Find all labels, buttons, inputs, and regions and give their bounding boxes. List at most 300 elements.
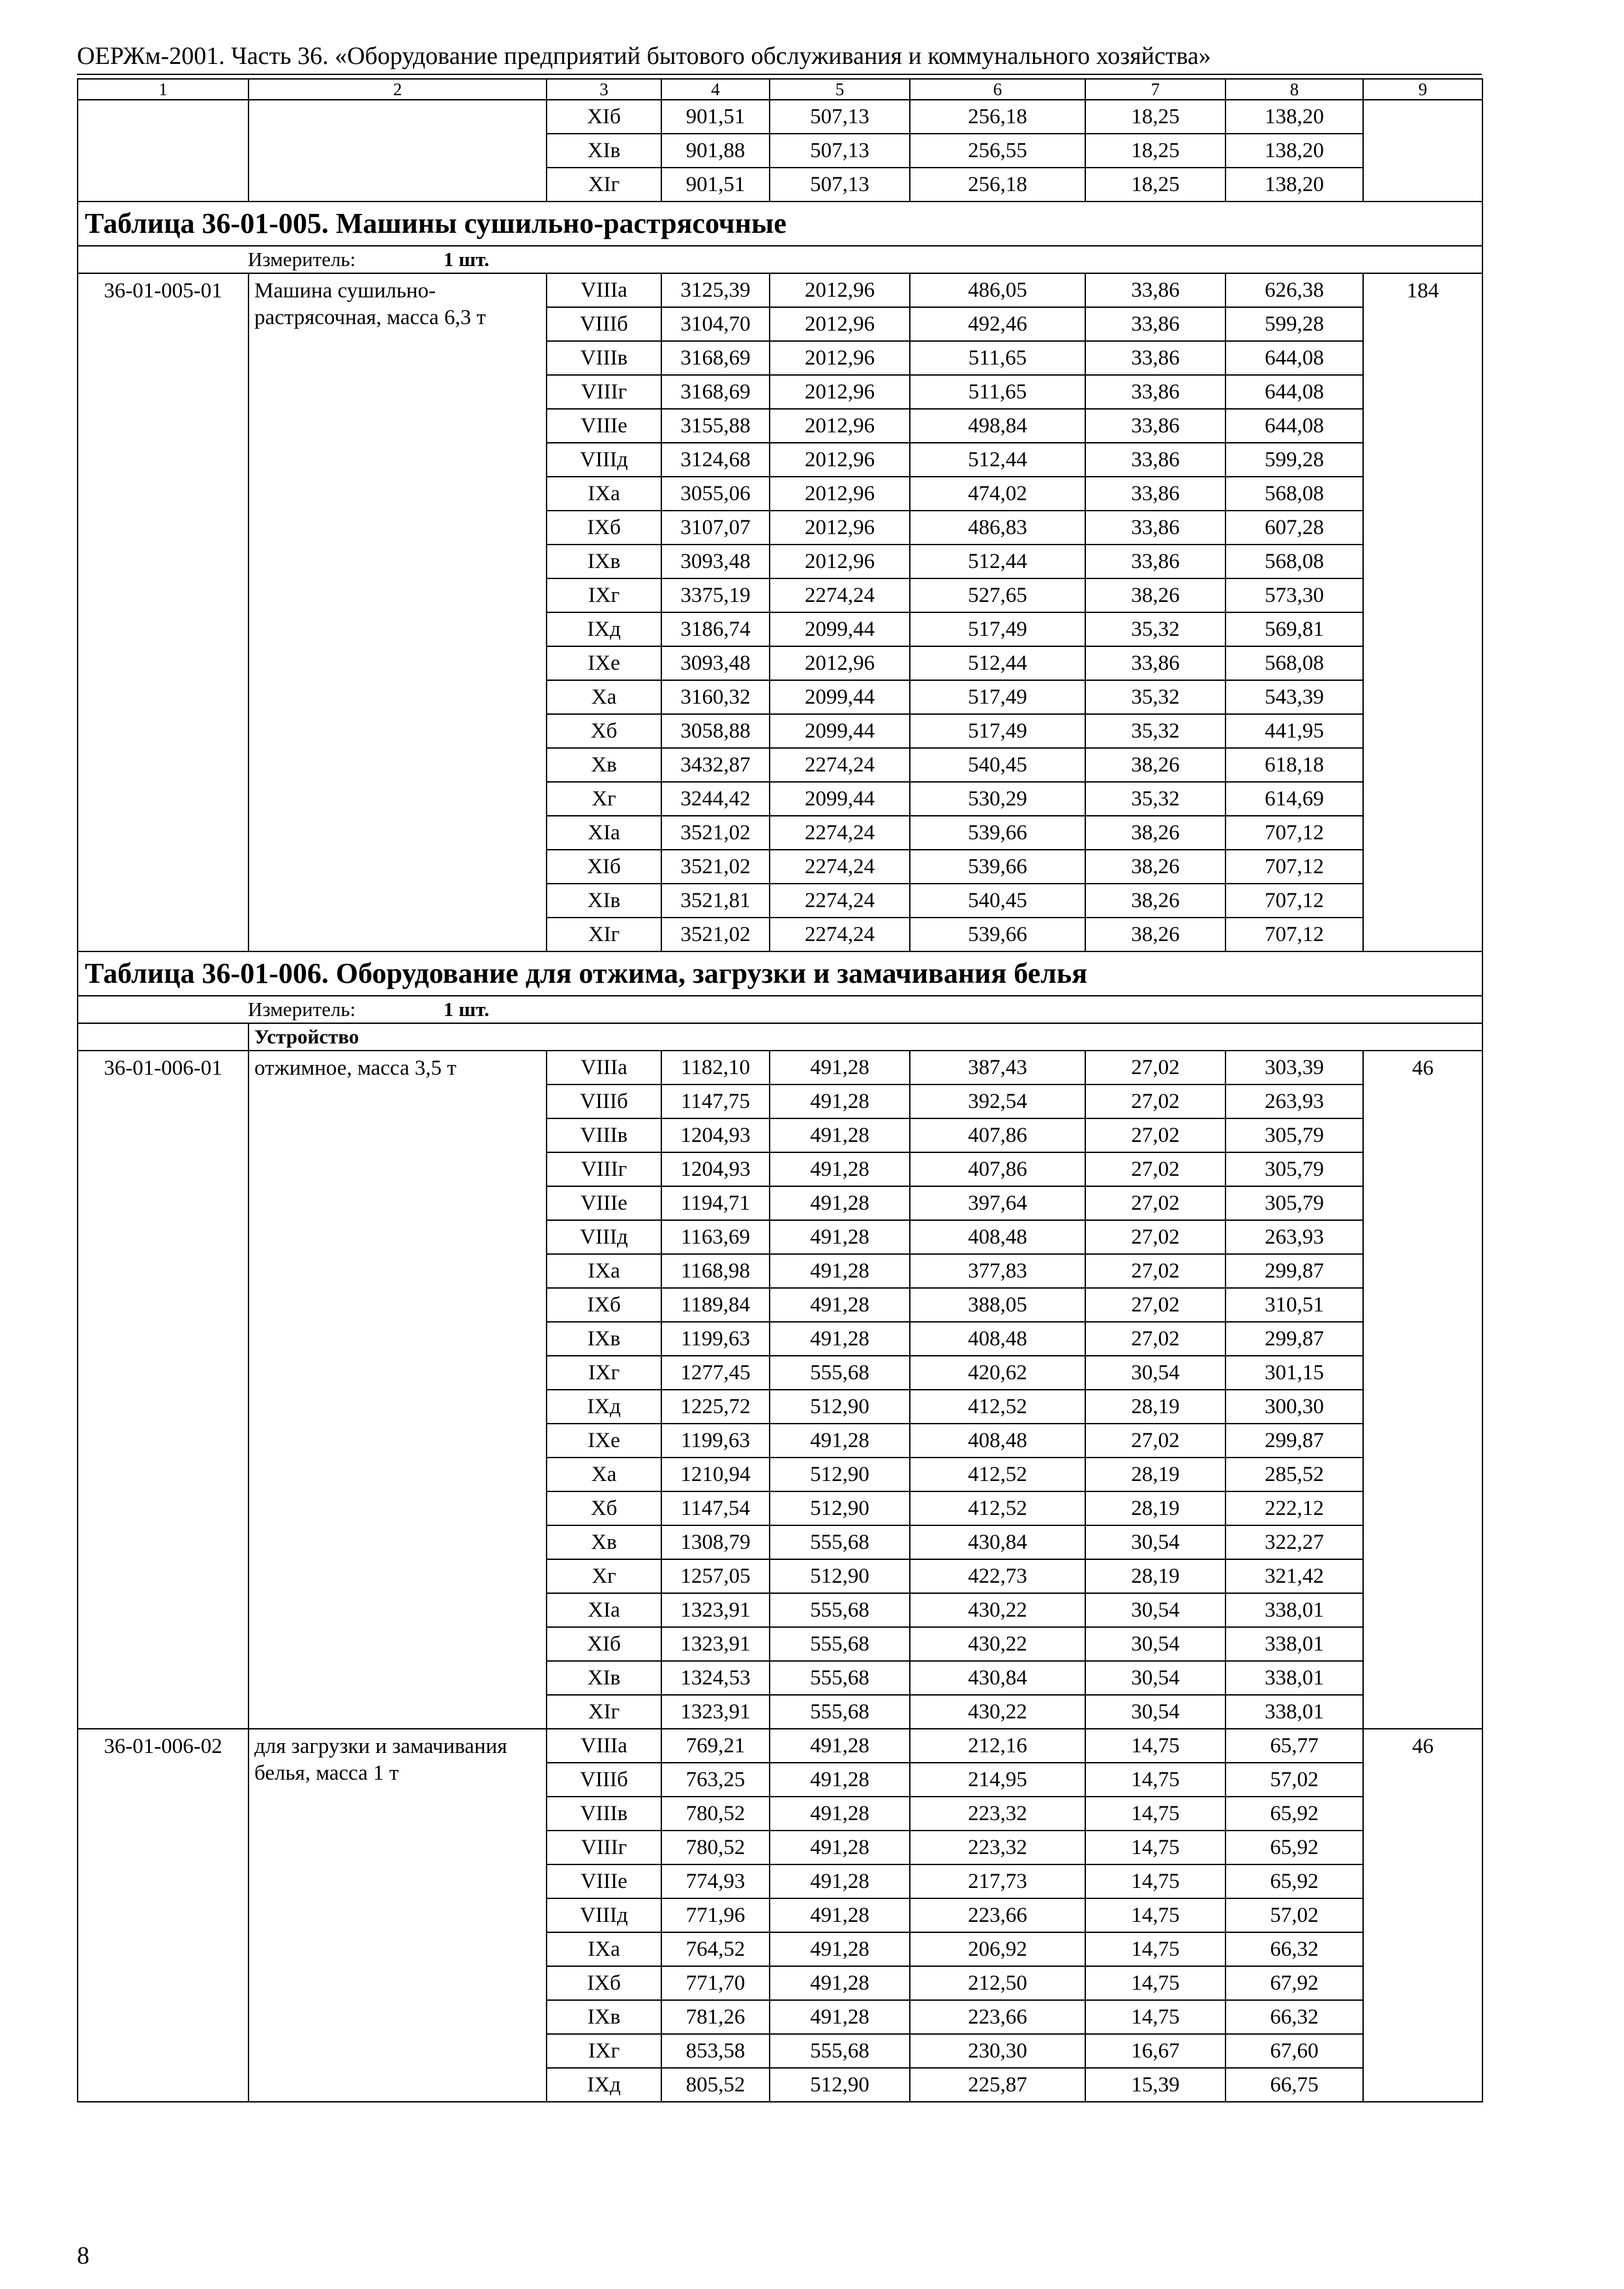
machinist-wages-cell: 28,19 bbox=[1085, 1458, 1226, 1491]
machinist-wages-cell: 35,32 bbox=[1085, 612, 1226, 646]
machine-cost-cell: 530,29 bbox=[910, 782, 1085, 816]
materials-cost-cell: 599,28 bbox=[1226, 443, 1363, 477]
table-title: Таблица 36-01-005. Машины сушильно-растрясочные bbox=[78, 202, 1482, 246]
machinist-wages-cell: 14,75 bbox=[1085, 1932, 1226, 1966]
machine-cost-cell: 408,48 bbox=[910, 1322, 1085, 1356]
materials-cost-cell: 299,87 bbox=[1226, 1322, 1363, 1356]
total-cost-cell: 3168,69 bbox=[661, 375, 770, 409]
wages-cell: 2274,24 bbox=[770, 816, 910, 850]
machinist-wages-cell: 14,75 bbox=[1085, 2000, 1226, 2034]
materials-cost-cell: 614,69 bbox=[1226, 782, 1363, 816]
total-cost-cell: 1182,10 bbox=[661, 1051, 770, 1085]
machine-cost-cell: 430,84 bbox=[910, 1525, 1085, 1559]
materials-cost-cell: 65,77 bbox=[1226, 1729, 1363, 1763]
column-number: 2 bbox=[248, 79, 547, 100]
total-cost-cell: 1147,75 bbox=[661, 1085, 770, 1118]
mass-cell: 184 bbox=[1363, 273, 1482, 951]
machine-cost-cell: 256,18 bbox=[910, 168, 1085, 202]
machinist-wages-cell: 35,32 bbox=[1085, 680, 1226, 714]
zone-cell: IXб bbox=[547, 1966, 661, 2000]
machine-cost-cell: 223,32 bbox=[910, 1831, 1085, 1864]
wages-cell: 2012,96 bbox=[770, 409, 910, 443]
machine-cost-cell: 498,84 bbox=[910, 409, 1085, 443]
subheading-cell bbox=[248, 1023, 1482, 1051]
machine-cost-cell: 430,22 bbox=[910, 1593, 1085, 1627]
machinist-wages-cell: 27,02 bbox=[1085, 1424, 1226, 1458]
total-cost-cell: 1277,45 bbox=[661, 1356, 770, 1390]
wages-cell: 555,68 bbox=[770, 1661, 910, 1695]
machinist-wages-cell: 14,75 bbox=[1085, 1864, 1226, 1898]
name-cell: отжимное, масса 3,5 т bbox=[248, 1051, 547, 1729]
zone-cell: VIIIд bbox=[547, 443, 661, 477]
wages-cell: 512,90 bbox=[770, 1559, 910, 1593]
total-cost-cell: 3521,02 bbox=[661, 816, 770, 850]
machinist-wages-cell: 33,86 bbox=[1085, 477, 1226, 511]
zone-cell: Xг bbox=[547, 782, 661, 816]
total-cost-cell: 771,70 bbox=[661, 1966, 770, 2000]
unit-label: Измеритель: bbox=[248, 998, 356, 1021]
wages-cell: 491,28 bbox=[770, 1186, 910, 1220]
machinist-wages-cell: 18,25 bbox=[1085, 168, 1226, 202]
zone-cell: VIIIг bbox=[547, 375, 661, 409]
materials-cost-cell: 138,20 bbox=[1226, 134, 1363, 168]
machine-cost-cell: 256,18 bbox=[910, 100, 1085, 134]
column-number: 7 bbox=[1085, 79, 1226, 100]
machine-cost-cell: 422,73 bbox=[910, 1559, 1085, 1593]
zone-cell: IXа bbox=[547, 1254, 661, 1288]
code-cell: 36-01-006-01 bbox=[78, 1051, 248, 1729]
materials-cost-cell: 303,39 bbox=[1226, 1051, 1363, 1085]
total-cost-cell: 3124,68 bbox=[661, 443, 770, 477]
zone-cell: IXб bbox=[547, 511, 661, 545]
total-cost-cell: 3107,07 bbox=[661, 511, 770, 545]
machine-cost-cell: 512,44 bbox=[910, 646, 1085, 680]
total-cost-cell: 771,96 bbox=[661, 1898, 770, 1932]
materials-cost-cell: 321,42 bbox=[1226, 1559, 1363, 1593]
materials-cost-cell: 138,20 bbox=[1226, 100, 1363, 134]
machinist-wages-cell: 14,75 bbox=[1085, 1729, 1226, 1763]
machinist-wages-cell: 28,19 bbox=[1085, 1491, 1226, 1525]
materials-cost-cell: 66,75 bbox=[1226, 2068, 1363, 2102]
zone-cell: XIв bbox=[547, 884, 661, 918]
machinist-wages-cell: 38,26 bbox=[1085, 884, 1226, 918]
machinist-wages-cell: 27,02 bbox=[1085, 1051, 1226, 1085]
machine-cost-cell: 517,49 bbox=[910, 714, 1085, 748]
document-header: ОЕРЖм-2001. Часть 36. «Оборудование предприятий бытового обслуживания и коммунального хозяйства» bbox=[77, 42, 1211, 70]
wages-cell: 555,68 bbox=[770, 1627, 910, 1661]
wages-cell: 491,28 bbox=[770, 1932, 910, 1966]
machinist-wages-cell: 38,26 bbox=[1085, 748, 1226, 782]
wages-cell: 2099,44 bbox=[770, 612, 910, 646]
machine-cost-cell: 517,49 bbox=[910, 680, 1085, 714]
total-cost-cell: 1147,54 bbox=[661, 1491, 770, 1525]
zone-cell: VIIIг bbox=[547, 1152, 661, 1186]
column-number: 4 bbox=[661, 79, 770, 100]
mass-cell: 46 bbox=[1363, 1729, 1482, 2102]
zone-cell: VIIIе bbox=[547, 409, 661, 443]
machinist-wages-cell: 14,75 bbox=[1085, 1966, 1226, 2000]
total-cost-cell: 853,58 bbox=[661, 2034, 770, 2068]
materials-cost-cell: 138,20 bbox=[1226, 168, 1363, 202]
total-cost-cell: 1323,91 bbox=[661, 1627, 770, 1661]
materials-cost-cell: 65,92 bbox=[1226, 1797, 1363, 1831]
machinist-wages-cell: 14,75 bbox=[1085, 1797, 1226, 1831]
wages-cell: 491,28 bbox=[770, 1118, 910, 1152]
materials-cost-cell: 568,08 bbox=[1226, 477, 1363, 511]
table-title: Таблица 36-01-006. Оборудование для отжима, загрузки и замачивания белья bbox=[78, 951, 1482, 996]
zone-cell: VIIIб bbox=[547, 1763, 661, 1797]
machinist-wages-cell: 33,86 bbox=[1085, 646, 1226, 680]
zone-cell: VIIIа bbox=[547, 1051, 661, 1085]
wages-cell: 555,68 bbox=[770, 1593, 910, 1627]
total-cost-cell: 901,88 bbox=[661, 134, 770, 168]
zone-cell: XIг bbox=[547, 918, 661, 951]
machine-cost-cell: 512,44 bbox=[910, 545, 1085, 578]
wages-cell: 555,68 bbox=[770, 2034, 910, 2068]
materials-cost-cell: 57,02 bbox=[1226, 1898, 1363, 1932]
wages-cell: 491,28 bbox=[770, 1254, 910, 1288]
table-title-row bbox=[78, 202, 1482, 246]
machinist-wages-cell: 38,26 bbox=[1085, 816, 1226, 850]
zone-cell: IXг bbox=[547, 2034, 661, 2068]
materials-cost-cell: 338,01 bbox=[1226, 1695, 1363, 1729]
materials-cost-cell: 644,08 bbox=[1226, 409, 1363, 443]
materials-cost-cell: 618,18 bbox=[1226, 748, 1363, 782]
machine-cost-cell: 230,30 bbox=[910, 2034, 1085, 2068]
zone-cell: IXв bbox=[547, 1322, 661, 1356]
total-cost-cell: 3055,06 bbox=[661, 477, 770, 511]
machine-cost-cell: 408,48 bbox=[910, 1220, 1085, 1254]
machinist-wages-cell: 30,54 bbox=[1085, 1593, 1226, 1627]
name-cell: Машина сушильно-растрясочная, масса 6,3 т bbox=[248, 273, 547, 951]
materials-cost-cell: 644,08 bbox=[1226, 341, 1363, 375]
materials-cost-cell: 543,39 bbox=[1226, 680, 1363, 714]
wages-cell: 2099,44 bbox=[770, 782, 910, 816]
total-cost-cell: 1194,71 bbox=[661, 1186, 770, 1220]
materials-cost-cell: 222,12 bbox=[1226, 1491, 1363, 1525]
machine-cost-cell: 388,05 bbox=[910, 1288, 1085, 1322]
zone-cell: VIIIе bbox=[547, 1186, 661, 1220]
wages-cell: 491,28 bbox=[770, 1322, 910, 1356]
wages-cell: 512,90 bbox=[770, 2068, 910, 2102]
materials-cost-cell: 607,28 bbox=[1226, 511, 1363, 545]
total-cost-cell: 1324,53 bbox=[661, 1661, 770, 1695]
zone-cell: IXд bbox=[547, 1390, 661, 1424]
machinist-wages-cell: 28,19 bbox=[1085, 1559, 1226, 1593]
materials-cost-cell: 569,81 bbox=[1226, 612, 1363, 646]
price-table bbox=[77, 78, 1483, 2102]
machinist-wages-cell: 33,86 bbox=[1085, 409, 1226, 443]
machine-cost-cell: 539,66 bbox=[910, 918, 1085, 951]
unit-cell bbox=[78, 246, 1482, 273]
machinist-wages-cell: 38,26 bbox=[1085, 850, 1226, 884]
total-cost-cell: 3521,02 bbox=[661, 918, 770, 951]
wages-cell: 2274,24 bbox=[770, 918, 910, 951]
machine-cost-cell: 412,52 bbox=[910, 1390, 1085, 1424]
materials-cost-cell: 338,01 bbox=[1226, 1661, 1363, 1695]
machine-cost-cell: 392,54 bbox=[910, 1085, 1085, 1118]
machinist-wages-cell: 30,54 bbox=[1085, 1627, 1226, 1661]
zone-cell: XIг bbox=[547, 168, 661, 202]
materials-cost-cell: 305,79 bbox=[1226, 1118, 1363, 1152]
zone-cell: IXд bbox=[547, 2068, 661, 2102]
wages-cell: 491,28 bbox=[770, 1864, 910, 1898]
machinist-wages-cell: 35,32 bbox=[1085, 714, 1226, 748]
total-cost-cell: 3125,39 bbox=[661, 273, 770, 307]
zone-cell: VIIIе bbox=[547, 1864, 661, 1898]
zone-cell: Xа bbox=[547, 1458, 661, 1491]
wages-cell: 2012,96 bbox=[770, 511, 910, 545]
zone-cell: Xг bbox=[547, 1559, 661, 1593]
total-cost-cell: 3432,87 bbox=[661, 748, 770, 782]
machine-cost-cell: 225,87 bbox=[910, 2068, 1085, 2102]
wages-cell: 512,90 bbox=[770, 1458, 910, 1491]
zone-cell: XIа bbox=[547, 1593, 661, 1627]
machine-cost-cell: 511,65 bbox=[910, 341, 1085, 375]
zone-cell: IXв bbox=[547, 545, 661, 578]
machine-cost-cell: 430,22 bbox=[910, 1695, 1085, 1729]
zone-cell: IXг bbox=[547, 1356, 661, 1390]
wages-cell: 491,28 bbox=[770, 1288, 910, 1322]
machinist-wages-cell: 35,32 bbox=[1085, 782, 1226, 816]
wages-cell: 2012,96 bbox=[770, 646, 910, 680]
machinist-wages-cell: 27,02 bbox=[1085, 1288, 1226, 1322]
column-number: 8 bbox=[1226, 79, 1363, 100]
machinist-wages-cell: 33,86 bbox=[1085, 341, 1226, 375]
unit-value: 1 шт. bbox=[444, 248, 490, 271]
materials-cost-cell: 299,87 bbox=[1226, 1424, 1363, 1458]
zone-cell: XIв bbox=[547, 134, 661, 168]
materials-cost-cell: 322,27 bbox=[1226, 1525, 1363, 1559]
materials-cost-cell: 707,12 bbox=[1226, 884, 1363, 918]
zone-cell: VIIIд bbox=[547, 1220, 661, 1254]
machine-cost-cell: 217,73 bbox=[910, 1864, 1085, 1898]
machinist-wages-cell: 18,25 bbox=[1085, 100, 1226, 134]
materials-cost-cell: 568,08 bbox=[1226, 646, 1363, 680]
machine-cost-cell: 412,52 bbox=[910, 1491, 1085, 1525]
wages-cell: 2099,44 bbox=[770, 714, 910, 748]
zone-cell: XIа bbox=[547, 816, 661, 850]
machine-cost-cell: 540,45 bbox=[910, 748, 1085, 782]
wages-cell: 2012,96 bbox=[770, 341, 910, 375]
machine-cost-cell: 486,83 bbox=[910, 511, 1085, 545]
wages-cell: 491,28 bbox=[770, 1797, 910, 1831]
wages-cell: 491,28 bbox=[770, 1085, 910, 1118]
machine-cost-cell: 377,83 bbox=[910, 1254, 1085, 1288]
total-cost-cell: 3521,02 bbox=[661, 850, 770, 884]
column-number: 3 bbox=[547, 79, 661, 100]
wages-cell: 491,28 bbox=[770, 1051, 910, 1085]
zone-cell: Xб bbox=[547, 1491, 661, 1525]
zone-cell: IXд bbox=[547, 612, 661, 646]
machinist-wages-cell: 16,67 bbox=[1085, 2034, 1226, 2068]
machine-cost-cell: 430,84 bbox=[910, 1661, 1085, 1695]
machinist-wages-cell: 30,54 bbox=[1085, 1525, 1226, 1559]
zone-cell: VIIIб bbox=[547, 1085, 661, 1118]
materials-cost-cell: 57,02 bbox=[1226, 1763, 1363, 1797]
total-cost-cell: 3104,70 bbox=[661, 307, 770, 341]
zone-cell: IXе bbox=[547, 1424, 661, 1458]
wages-cell: 2012,96 bbox=[770, 273, 910, 307]
total-cost-cell: 781,26 bbox=[661, 2000, 770, 2034]
machinist-wages-cell: 33,86 bbox=[1085, 307, 1226, 341]
total-cost-cell: 1168,98 bbox=[661, 1254, 770, 1288]
zone-cell: XIг bbox=[547, 1695, 661, 1729]
machinist-wages-cell: 27,02 bbox=[1085, 1152, 1226, 1186]
total-cost-cell: 3058,88 bbox=[661, 714, 770, 748]
materials-cost-cell: 301,15 bbox=[1226, 1356, 1363, 1390]
header-rule bbox=[77, 74, 1482, 75]
wages-cell: 491,28 bbox=[770, 1898, 910, 1932]
column-number: 9 bbox=[1363, 79, 1482, 100]
machinist-wages-cell: 27,02 bbox=[1085, 1322, 1226, 1356]
machine-cost-cell: 540,45 bbox=[910, 884, 1085, 918]
total-cost-cell: 1323,91 bbox=[661, 1593, 770, 1627]
zone-cell: VIIIд bbox=[547, 1898, 661, 1932]
machinist-wages-cell: 14,75 bbox=[1085, 1763, 1226, 1797]
total-cost-cell: 1199,63 bbox=[661, 1424, 770, 1458]
table-title-row bbox=[78, 951, 1482, 996]
machine-cost-cell: 256,55 bbox=[910, 134, 1085, 168]
machine-cost-cell: 408,48 bbox=[910, 1424, 1085, 1458]
zone-cell: Xа bbox=[547, 680, 661, 714]
total-cost-cell: 1257,05 bbox=[661, 1559, 770, 1593]
total-cost-cell: 3160,32 bbox=[661, 680, 770, 714]
machinist-wages-cell: 30,54 bbox=[1085, 1661, 1226, 1695]
machinist-wages-cell: 30,54 bbox=[1085, 1356, 1226, 1390]
total-cost-cell: 769,21 bbox=[661, 1729, 770, 1763]
zone-cell: XIв bbox=[547, 1661, 661, 1695]
name-cell: для загрузки и замачивания белья, масса 1 т bbox=[248, 1729, 547, 2102]
machine-cost-cell: 492,46 bbox=[910, 307, 1085, 341]
wages-cell: 491,28 bbox=[770, 2000, 910, 2034]
wages-cell: 512,90 bbox=[770, 1491, 910, 1525]
code-cell: 36-01-006-02 bbox=[78, 1729, 248, 2102]
machine-cost-cell: 511,65 bbox=[910, 375, 1085, 409]
wages-cell: 491,28 bbox=[770, 1729, 910, 1763]
machine-cost-cell: 420,62 bbox=[910, 1356, 1085, 1390]
column-number: 1 bbox=[78, 79, 248, 100]
materials-cost-cell: 707,12 bbox=[1226, 816, 1363, 850]
machine-cost-cell: 539,66 bbox=[910, 816, 1085, 850]
total-cost-cell: 763,25 bbox=[661, 1763, 770, 1797]
total-cost-cell: 1323,91 bbox=[661, 1695, 770, 1729]
table-body bbox=[78, 79, 1482, 2102]
machinist-wages-cell: 27,02 bbox=[1085, 1220, 1226, 1254]
materials-cost-cell: 338,01 bbox=[1226, 1627, 1363, 1661]
zone-cell: VIIIв bbox=[547, 1797, 661, 1831]
total-cost-cell: 901,51 bbox=[661, 168, 770, 202]
total-cost-cell: 3155,88 bbox=[661, 409, 770, 443]
code-cell bbox=[78, 100, 248, 202]
total-cost-cell: 3093,48 bbox=[661, 646, 770, 680]
machinist-wages-cell: 27,02 bbox=[1085, 1118, 1226, 1152]
total-cost-cell: 1204,93 bbox=[661, 1152, 770, 1186]
machine-cost-cell: 407,86 bbox=[910, 1152, 1085, 1186]
materials-cost-cell: 263,93 bbox=[1226, 1085, 1363, 1118]
zone-cell: VIIIб bbox=[547, 307, 661, 341]
total-cost-cell: 3168,69 bbox=[661, 341, 770, 375]
column-number: 5 bbox=[770, 79, 910, 100]
materials-cost-cell: 568,08 bbox=[1226, 545, 1363, 578]
materials-cost-cell: 66,32 bbox=[1226, 2000, 1363, 2034]
wages-cell: 555,68 bbox=[770, 1695, 910, 1729]
wages-cell: 507,13 bbox=[770, 100, 910, 134]
total-cost-cell: 1210,94 bbox=[661, 1458, 770, 1491]
zone-cell: IXа bbox=[547, 477, 661, 511]
machine-cost-cell: 387,43 bbox=[910, 1051, 1085, 1085]
wages-cell: 2274,24 bbox=[770, 850, 910, 884]
column-number: 6 bbox=[910, 79, 1085, 100]
table-row bbox=[78, 1051, 1482, 1085]
machine-cost-cell: 512,44 bbox=[910, 443, 1085, 477]
machinist-wages-cell: 14,75 bbox=[1085, 1898, 1226, 1932]
wages-cell: 491,28 bbox=[770, 1966, 910, 2000]
zone-cell: VIIIв bbox=[547, 341, 661, 375]
materials-cost-cell: 65,92 bbox=[1226, 1831, 1363, 1864]
machine-cost-cell: 397,64 bbox=[910, 1186, 1085, 1220]
machine-cost-cell: 214,95 bbox=[910, 1763, 1085, 1797]
unit-label: Измеритель: bbox=[248, 248, 356, 271]
zone-cell: VIIIа bbox=[547, 1729, 661, 1763]
total-cost-cell: 1204,93 bbox=[661, 1118, 770, 1152]
total-cost-cell: 1308,79 bbox=[661, 1525, 770, 1559]
machine-cost-cell: 527,65 bbox=[910, 578, 1085, 612]
materials-cost-cell: 285,52 bbox=[1226, 1458, 1363, 1491]
wages-cell: 2012,96 bbox=[770, 477, 910, 511]
materials-cost-cell: 305,79 bbox=[1226, 1152, 1363, 1186]
machine-cost-cell: 539,66 bbox=[910, 850, 1085, 884]
mass-cell bbox=[1363, 100, 1482, 202]
materials-cost-cell: 599,28 bbox=[1226, 307, 1363, 341]
wages-cell: 507,13 bbox=[770, 168, 910, 202]
zone-cell: Xв bbox=[547, 1525, 661, 1559]
machinist-wages-cell: 33,86 bbox=[1085, 443, 1226, 477]
zone-cell: XIб bbox=[547, 850, 661, 884]
wages-cell: 512,90 bbox=[770, 1390, 910, 1424]
machinist-wages-cell: 38,26 bbox=[1085, 918, 1226, 951]
wages-cell: 491,28 bbox=[770, 1763, 910, 1797]
machine-cost-cell: 223,66 bbox=[910, 1898, 1085, 1932]
wages-cell: 2099,44 bbox=[770, 680, 910, 714]
total-cost-cell: 805,52 bbox=[661, 2068, 770, 2102]
materials-cost-cell: 707,12 bbox=[1226, 850, 1363, 884]
materials-cost-cell: 65,92 bbox=[1226, 1864, 1363, 1898]
page-number: 8 bbox=[77, 2242, 89, 2269]
machinist-wages-cell: 38,26 bbox=[1085, 578, 1226, 612]
unit-row bbox=[78, 246, 1482, 273]
materials-cost-cell: 300,30 bbox=[1226, 1390, 1363, 1424]
total-cost-cell: 780,52 bbox=[661, 1831, 770, 1864]
wages-cell: 2012,96 bbox=[770, 307, 910, 341]
total-cost-cell: 3375,19 bbox=[661, 578, 770, 612]
materials-cost-cell: 310,51 bbox=[1226, 1288, 1363, 1322]
machine-cost-cell: 430,22 bbox=[910, 1627, 1085, 1661]
zone-cell: IXв bbox=[547, 2000, 661, 2034]
wages-cell: 555,68 bbox=[770, 1356, 910, 1390]
zone-cell: IXг bbox=[547, 578, 661, 612]
unit-cell bbox=[78, 996, 1482, 1023]
machine-cost-cell: 474,02 bbox=[910, 477, 1085, 511]
machinist-wages-cell: 18,25 bbox=[1085, 134, 1226, 168]
machine-cost-cell: 223,66 bbox=[910, 2000, 1085, 2034]
materials-cost-cell: 644,08 bbox=[1226, 375, 1363, 409]
materials-cost-cell: 305,79 bbox=[1226, 1186, 1363, 1220]
zone-cell: IXа bbox=[547, 1932, 661, 1966]
total-cost-cell: 1225,72 bbox=[661, 1390, 770, 1424]
wages-cell: 2012,96 bbox=[770, 443, 910, 477]
materials-cost-cell: 707,12 bbox=[1226, 918, 1363, 951]
